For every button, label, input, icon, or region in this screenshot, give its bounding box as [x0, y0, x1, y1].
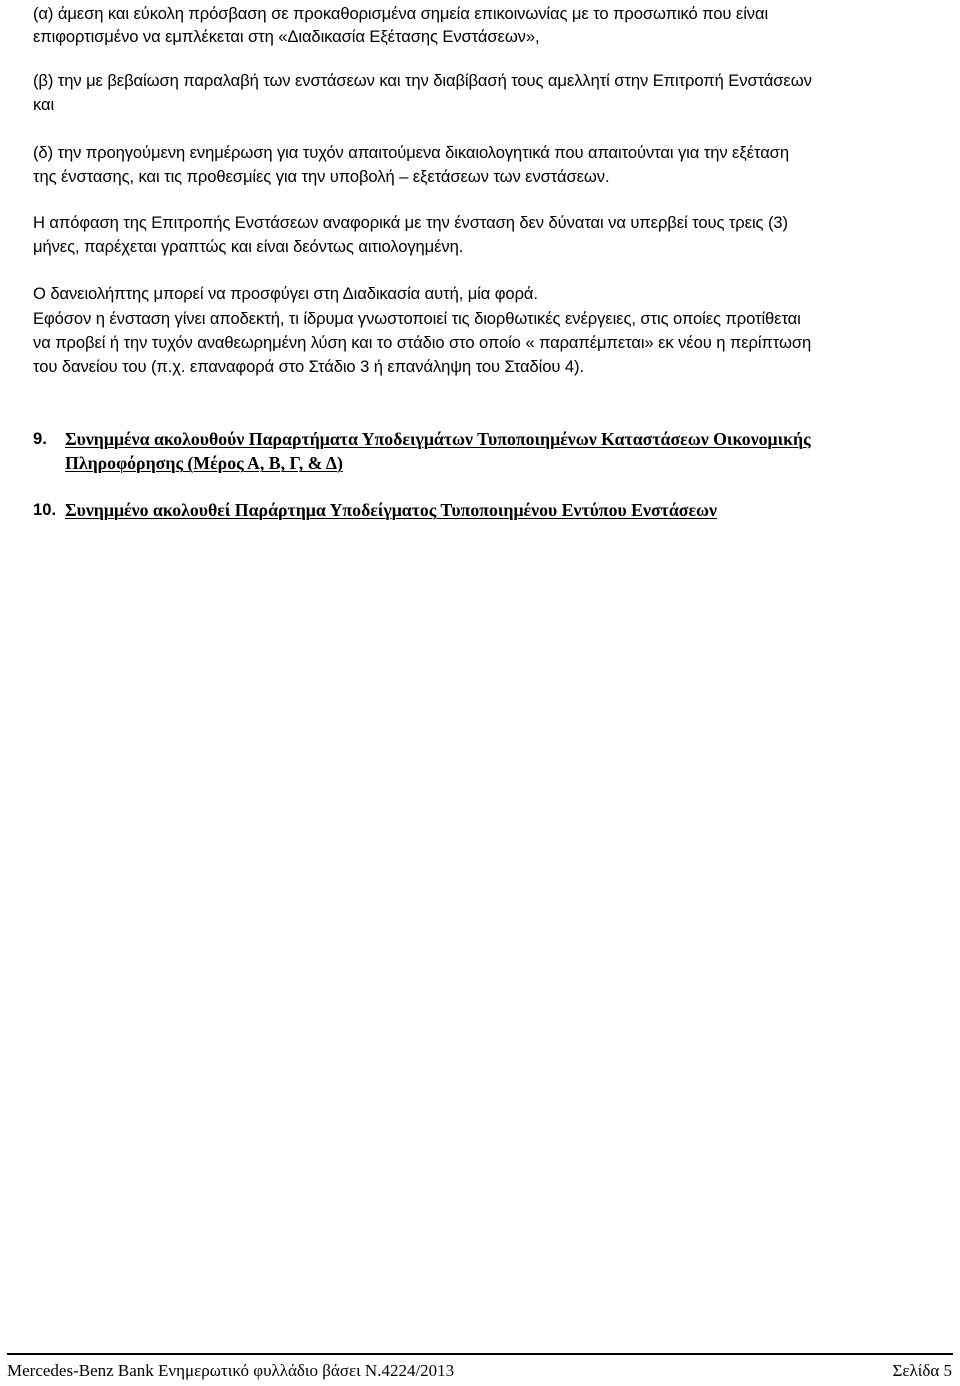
item-a-line-1: (α) άμεση και εύκολη πρόσβαση σε προκαθορισμένα σημεία επικοινωνίας με το προσωπικό που είναι	[33, 4, 769, 23]
section-title: Συνημμένο ακολουθεί Παράρτημα Υποδείγματος Τυποποιημένου Εντύπου Ενστάσεων	[65, 500, 717, 520]
item-a-line-2: επιφορτισμένο να εμπλέκεται στη «Διαδικασία Εξέτασης Ενστάσεων»,	[33, 27, 540, 46]
section-title-line-1: Συνημμένα ακολουθούν Παραρτήματα Υποδειγμάτων Τυποποιημένων Καταστάσεων Οικονομικής	[65, 429, 811, 449]
accepted-line-3: του δανείου του (π.χ. επαναφορά στο Στάδιο 3 ή επανάληψη του Σταδίου 4).	[33, 357, 584, 376]
section-heading-10	[33, 498, 953, 524]
footer-divider	[7, 1353, 953, 1355]
section-number: 9.	[33, 429, 47, 448]
section-heading-9	[33, 427, 953, 477]
decision-line-2: μήνες, παρέχεται γραπτώς και είναι δεόντως αιτιολογημένη.	[33, 237, 464, 256]
item-d-line-1: (δ) την προηγούμενη ενημέρωση για τυχόν απαιτούμενα δικαιολογητικά που απαιτούνται για την εξέταση	[33, 143, 789, 162]
accepted-line-2: να προβεί ή την τυχόν αναθεωρημένη λύση και το στάδιο στο οποίο « παραπέμπεται» εκ νέου η περίπτωση	[33, 333, 812, 352]
footer-page-number: Σελίδα 5	[892, 1361, 952, 1380]
section-title	[65, 427, 955, 475]
item-b-line-1: (β) την με βεβαίωση παραλαβή των ενστάσεων και την διαβίβασή τους αμελλητί στην Επιτροπή Ενστάσεων	[33, 71, 812, 90]
item-b-line-2: και	[33, 95, 55, 114]
section-title-line-2: Πληροφόρησης (Μέρος Α, Β, Γ, & Δ)	[65, 453, 343, 473]
borrower-recourse-line: Ο δανειολήπτης μπορεί να προσφύγει στη Διαδικασία αυτή, μία φορά.	[33, 284, 538, 303]
item-d-line-2: της ένστασης, και τις προθεσμίες για την υποβολή – εξετάσεων των ενστάσεων.	[33, 167, 610, 186]
section-number: 10.	[33, 500, 57, 519]
accepted-line-1: Εφόσον η ένσταση γίνει αποδεκτή, τι ίδρυμα γνωστοποιεί τις διορθωτικές ενέργειες, στις οποίες προτίθεται	[33, 309, 801, 328]
footer-document-name: Mercedes-Benz Bank Ενημερωτικό φυλλάδιο βάσει Ν.4224/2013	[7, 1361, 455, 1380]
decision-line-1: Η απόφαση της Επιτροπής Ενστάσεων αναφορικά με την ένσταση δεν δύναται να υπερβεί τους τρεις (3)	[33, 213, 788, 232]
